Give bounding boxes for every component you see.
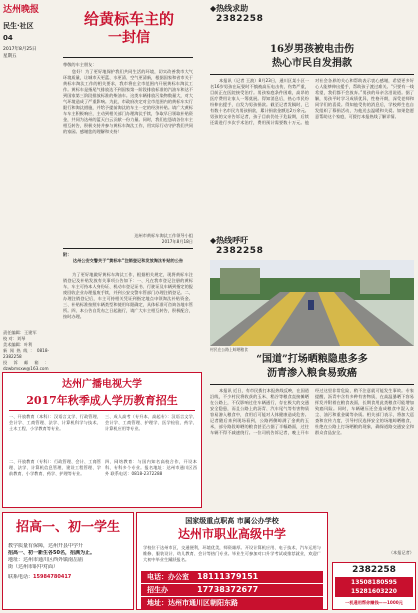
vocational-ad-headline: 达州市职业高级中学 <box>177 527 286 541</box>
letter-signature: 达州市黄标车淘汰工作领导小组 <box>134 233 193 238</box>
notice-body: 为了更好地做好黄标车淘汰工作，根据相关规定，现将黄标车注销登记及补贴发放有关事项公告如下：一、凡在我市登记注册的黄标车，车主可持本人身份证、机动车登记证书、行驶证及车辆到指定的报废回收企业办理报废手续，并到公安交警车管部门办理注销登记。二、办理注销登记后，车主可持相关凭证到指定地点申领淘汰补贴资金。三、补贴标准按照车辆类型和使用年限确定，具体标准可咨询各地车管所。四、本公告自发布之日起施行，请广大车主相互转告，积极配合，按时办理。 <box>63 272 193 319</box>
notice-divider <box>63 248 193 249</box>
middle-school-phone-label: 联系电话： <box>8 574 34 580</box>
road-photo-image <box>210 260 414 346</box>
vocational-ad-row-value: 17738372677 <box>197 585 259 594</box>
middle-school-phone <box>8 574 130 581</box>
staff-line: 责任编辑：王建军 <box>3 330 37 335</box>
footer-banner-phone: 15281603220 <box>351 588 397 595</box>
hotline-top-divider <box>210 74 414 75</box>
school-ad-headline: 2017年秋季成人学历教育招生 <box>26 394 178 407</box>
masthead-date: 2017年8月25日 <box>3 47 37 52</box>
vocational-ad-row <box>141 597 323 609</box>
staff-line: 新闻热线：0818-2382258 <box>3 348 49 359</box>
vocational-ad-row <box>141 571 323 583</box>
letter-headline-box <box>61 10 197 48</box>
letter-body: 您好！为了更好地保护我们共同生活的环境，切实改善我市大气环境质量，让城市天更蓝、水更清、空气更清新，根据国家和省市关于黄标车淘汰工作的相关要求，我市将在全市范围内开展黄标车淘汰工作。黄标车是指尾气排放达不到国家第一阶段排放标准的汽油车和达不到国家第三阶段排放标准的柴油车。这类车辆排放污染物数量大，对大气环境造成了严重影响。为此，市政府决定对全市范围内的黄标车实行限行和淘汰措施，并给予提前淘汰的车主一定的经济补贴。请广大黄标车车主积极响应，主动到相关部门办理淘汰手续，争取早日领取补贴资金，共同为达州的蓝天白云贡献一份力量。同时，我们也恳请各位车主相互转告，积极支持并参与黄标车淘汰工作，用实际行动守护我们共同的家园。感谢您的理解和支持！ <box>63 69 193 134</box>
school-ad-section: 二、开放教育（专科）：行政管理、会计、工商管理、法学、计算机信息管理、建设工程管理、学前教育、小学教育、药学、护理等专业。 <box>9 459 101 476</box>
hotline-bottom-divider <box>210 384 414 385</box>
hotline-top <box>208 4 416 232</box>
hotline-top-title: ◆热线求助 <box>210 4 249 13</box>
letter-headline-line2: 一封信 <box>108 30 150 46</box>
vocational-ad-row-label: 电话：办公室 <box>147 573 189 581</box>
school-ad-title: 达州广播电视大学 <box>62 379 142 390</box>
footer-banner-phones <box>335 577 413 597</box>
middle-school-line: 教学质量有保障，达州开县中学升 <box>8 543 84 549</box>
vocational-ad-row <box>141 584 323 596</box>
middle-school-line: 街（达州市职中对面） <box>8 564 59 570</box>
hotline-bottom-credit: （本报记者） <box>388 550 414 555</box>
middle-school-phone-number: 15984780417 <box>33 574 72 580</box>
hotline-bottom-number: 2382258 <box>216 246 264 256</box>
vocational-ad-row-label: 招生办 <box>147 586 168 594</box>
footer-banner-caption: 一机通用帮你赚钱——1000元 <box>345 600 403 605</box>
school-ad-section: 四、网络教育：与国内知名高校合作，开设本科、专科多个专业。报名地址：达州市通川区西外 联系电话：0818-2372288 <box>105 459 197 476</box>
masthead-weekday: 星期五 <box>3 54 17 59</box>
letter-signature-date: 2017年8月18日 <box>161 239 193 244</box>
school-ad-divider <box>9 410 195 411</box>
hotline-bottom <box>208 236 416 558</box>
middle-school-headline: 招高一、初一学生 <box>15 520 120 535</box>
open-letter <box>55 2 203 358</box>
vocational-ad-line1: 国家级重点职高 市属公办学校 <box>185 517 279 525</box>
notice-heading: 附： <box>63 252 72 257</box>
vocational-ad-text: 学校位于达州市区，交通便利，环境优美，师资雄厚。开设计算机应用、电子技术、汽车运用与维修、服装设计、幼儿教育、会计等热门专业。毕业生可参加对口升学考试或推荐就业，欢迎广大初中毕业生踊跃报名。 <box>143 545 321 562</box>
masthead-section: 民生·社区 <box>3 22 34 30</box>
school-ad-section: 三、成人高考（专升本、高起专）：汉语言文学、会计学、工商管理、护理学、医学检验、药学、计算机应用等专业。 <box>105 414 197 431</box>
footer-banner-number: 2382258 <box>352 565 396 575</box>
photo-caption: 村民在公路上晾晒粮食 <box>210 347 248 352</box>
hotline-bottom-title: ◆热线呼吁 <box>210 236 249 245</box>
school-ad-section: 一、开放教育（本科）：汉语言文学、行政管理、会计学、工商管理、法学、计算机科学与技术、土木工程、小学教育等专业。 <box>9 414 101 431</box>
vocational-ad-row-value: 18111379151 <box>197 572 259 581</box>
masthead-logo: 达州晚报 <box>3 5 40 15</box>
middle-school-text <box>8 543 130 581</box>
hotline-bottom-headline1: “国道”打场晒粮隐患多多 <box>256 354 368 365</box>
staff-line: 校 对：刘琴 <box>3 336 26 341</box>
hotline-top-headline2: 热心市民自发捐款 <box>272 58 352 69</box>
staff-line: 美术编辑：叶利 <box>3 342 33 347</box>
road-photo <box>210 260 414 346</box>
letter-headline-line1: 给黄标车主的 <box>83 10 174 28</box>
middle-school-ad <box>2 512 134 610</box>
school-ad <box>2 372 202 508</box>
middle-school-line: 招高一、初一新生各50名，招满为止。 <box>8 550 95 556</box>
middle-school-line: 地址：达州市通川区西外镇南岳庙 <box>8 557 84 563</box>
letter-greeting: 尊敬的车主朋友： <box>63 62 97 67</box>
hotline-bottom-body: 本报讯 近日，有市民拨打本报热线反映，在国道沿线，不少村民将收获的玉米、稻谷等粮食直接摊晒在公路上，不仅影响过往车辆通行，存在极大的交通安全隐患，而且公路上的沥青、汽车尾气等有害物质容易渗入粮食中，食用后可能对人体健康造成危害。记者随后来到现场看到，公路两侧晾满了金黄的玉米，部分路段晾晒的粮食甚至占据了半幅路面，过往车辆不得不减速绕行。一位司机告诉记者，晚上开车经过这里非常危险，稍不注意就可能发生事故。专家提醒，沥青中含有多种有害物质，在高温暴晒下容易挥发并附着在粮食表面，长期食用此类粮食可能增加致癌风险。同时，车辆碾压还会造成粮食中混入灰尘、油污和重金属等杂质。相关部门表示，将加大巡查和宣传力度，引导村民选择安全的场地晾晒粮食，杜绝在公路上打场晒粮的现象，确保道路交通安全和群众食品安全。 <box>210 388 414 435</box>
staff-line: 投诉邮箱：dzwbmsxw@163.com <box>3 360 49 371</box>
masthead-page-number: 04 <box>3 34 13 42</box>
hotline-bottom-headline2: 沥青渗入粮食易致癌 <box>267 368 357 379</box>
letter-divider <box>63 57 193 58</box>
hotline-top-number: 2382258 <box>216 14 264 24</box>
notice-title: 达州公安交警关于“黄标车”注销登记和发放淘汰补贴的公告 <box>72 258 184 263</box>
footer-banner <box>332 562 416 610</box>
hotline-top-headline1: 16岁男孩被电击伤 <box>270 44 354 55</box>
vocational-ad-row-label: 地址：达州市通川区朝阳东路 <box>147 599 238 607</box>
footer-banner-phone: 13508180595 <box>351 579 397 586</box>
hotline-top-body: 本报讯（记者 王波）8月23日，通川区某小区一名16岁男孩在玩耍时不慎被高压电击伤，伤势严重，目前正在医院接受治疗。男孩家庭条件困难，高昂的医疗费用让家人一筹莫展。得知消息后，热心市民纷纷伸出援手，自发为男孩捐款。截至记者发稿时，已有数十名市民为男孩捐款，累计捐款金额达2万余元。男孩的父亲告诉记者，孩子目前仍处于危险期，后续还需进行多次手术治疗，费用预计需要数十万元。他对社会各界的关心和帮助表示衷心感谢，希望更多好心人能够伸出援手，帮助孩子渡过难关。“只要有一线希望，我们都不会放弃。”男孩的母亲含泪说道。据了解，男孩平时学习成绩优异，性格开朗，深受老师和同学们的喜爱。得知他受伤的消息后，学校师生也自发组织了募捐活动，为他送去温暖和关爱。如果您愿意帮助这个家庭，可拨打本报热线了解详情。 <box>210 78 414 125</box>
masthead <box>0 0 52 62</box>
